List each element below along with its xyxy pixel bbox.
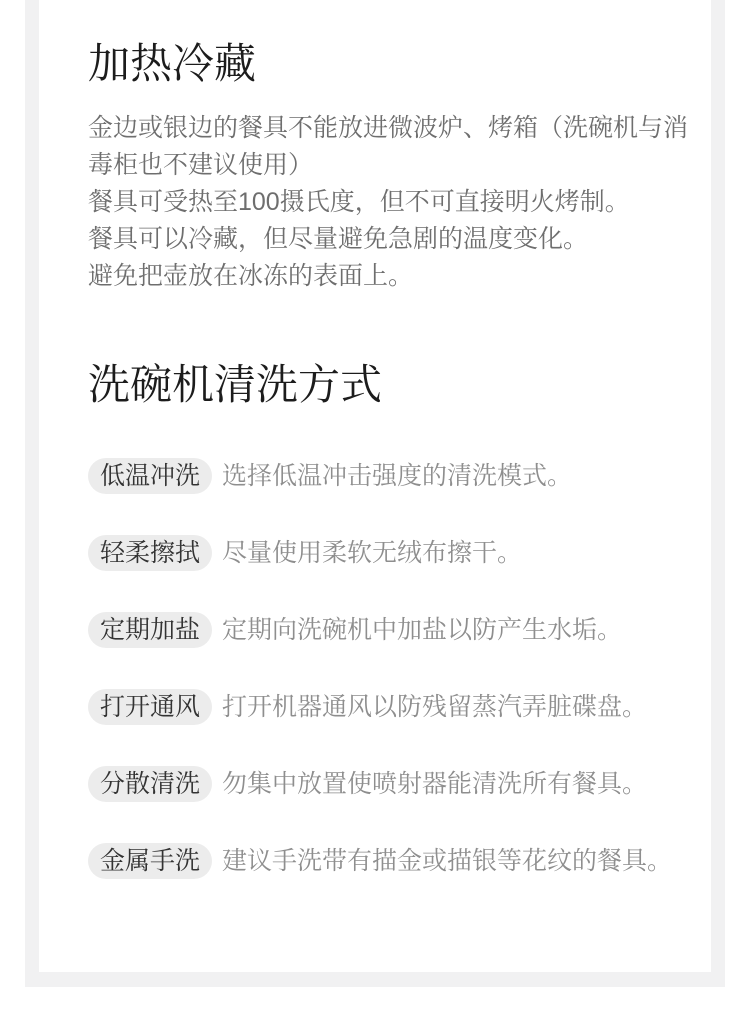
paragraph-line: 毒柜也不建议使用） — [88, 151, 314, 179]
content-card — [39, 0, 711, 972]
tag-badge: 打开通风 — [88, 689, 212, 725]
list-item — [88, 535, 665, 571]
tip-description: 定期向洗碗机中加盐以防产生水垢。 — [222, 616, 623, 644]
list-item — [88, 843, 673, 879]
list-item — [88, 766, 665, 802]
section-title-dishwasher-methods: 洗碗机清洗方式 — [88, 361, 383, 408]
list-item — [88, 612, 665, 648]
section-title-heating-refrigeration: 加热冷藏 — [88, 40, 257, 87]
care-paragraph — [88, 110, 689, 295]
page-frame — [25, 0, 725, 987]
paragraph-line: 避免把壶放在冰冻的表面上。 — [88, 262, 414, 290]
content-area — [39, 0, 711, 879]
tip-description: 建议手洗带有描金或描银等花纹的餐具。 — [222, 847, 673, 875]
tag-badge: 轻柔擦拭 — [88, 535, 212, 571]
paragraph-line: 金边或银边的餐具不能放进微波炉、烤箱（洗碗机与消 — [88, 114, 689, 142]
tag-badge: 低温冲洗 — [88, 458, 212, 494]
tip-description: 勿集中放置使喷射器能清洗所有餐具。 — [222, 770, 648, 798]
paragraph-line: 餐具可受热至100摄氏度，但不可直接明火烤制。 — [88, 188, 630, 216]
list-item — [88, 458, 665, 494]
tag-badge: 金属手洗 — [88, 843, 212, 879]
tip-description: 选择低温冲击强度的清洗模式。 — [222, 462, 573, 490]
tip-description: 尽量使用柔软无绒布擦干。 — [222, 539, 523, 567]
paragraph-line: 餐具可以冷藏，但尽量避免急剧的温度变化。 — [88, 225, 589, 253]
tip-description: 打开机器通风以防残留蒸汽弄脏碟盘。 — [222, 693, 648, 721]
list-item — [88, 689, 665, 725]
dishwasher-tips-list — [88, 458, 673, 879]
tag-badge: 分散清洗 — [88, 766, 212, 802]
tag-badge: 定期加盐 — [88, 612, 212, 648]
